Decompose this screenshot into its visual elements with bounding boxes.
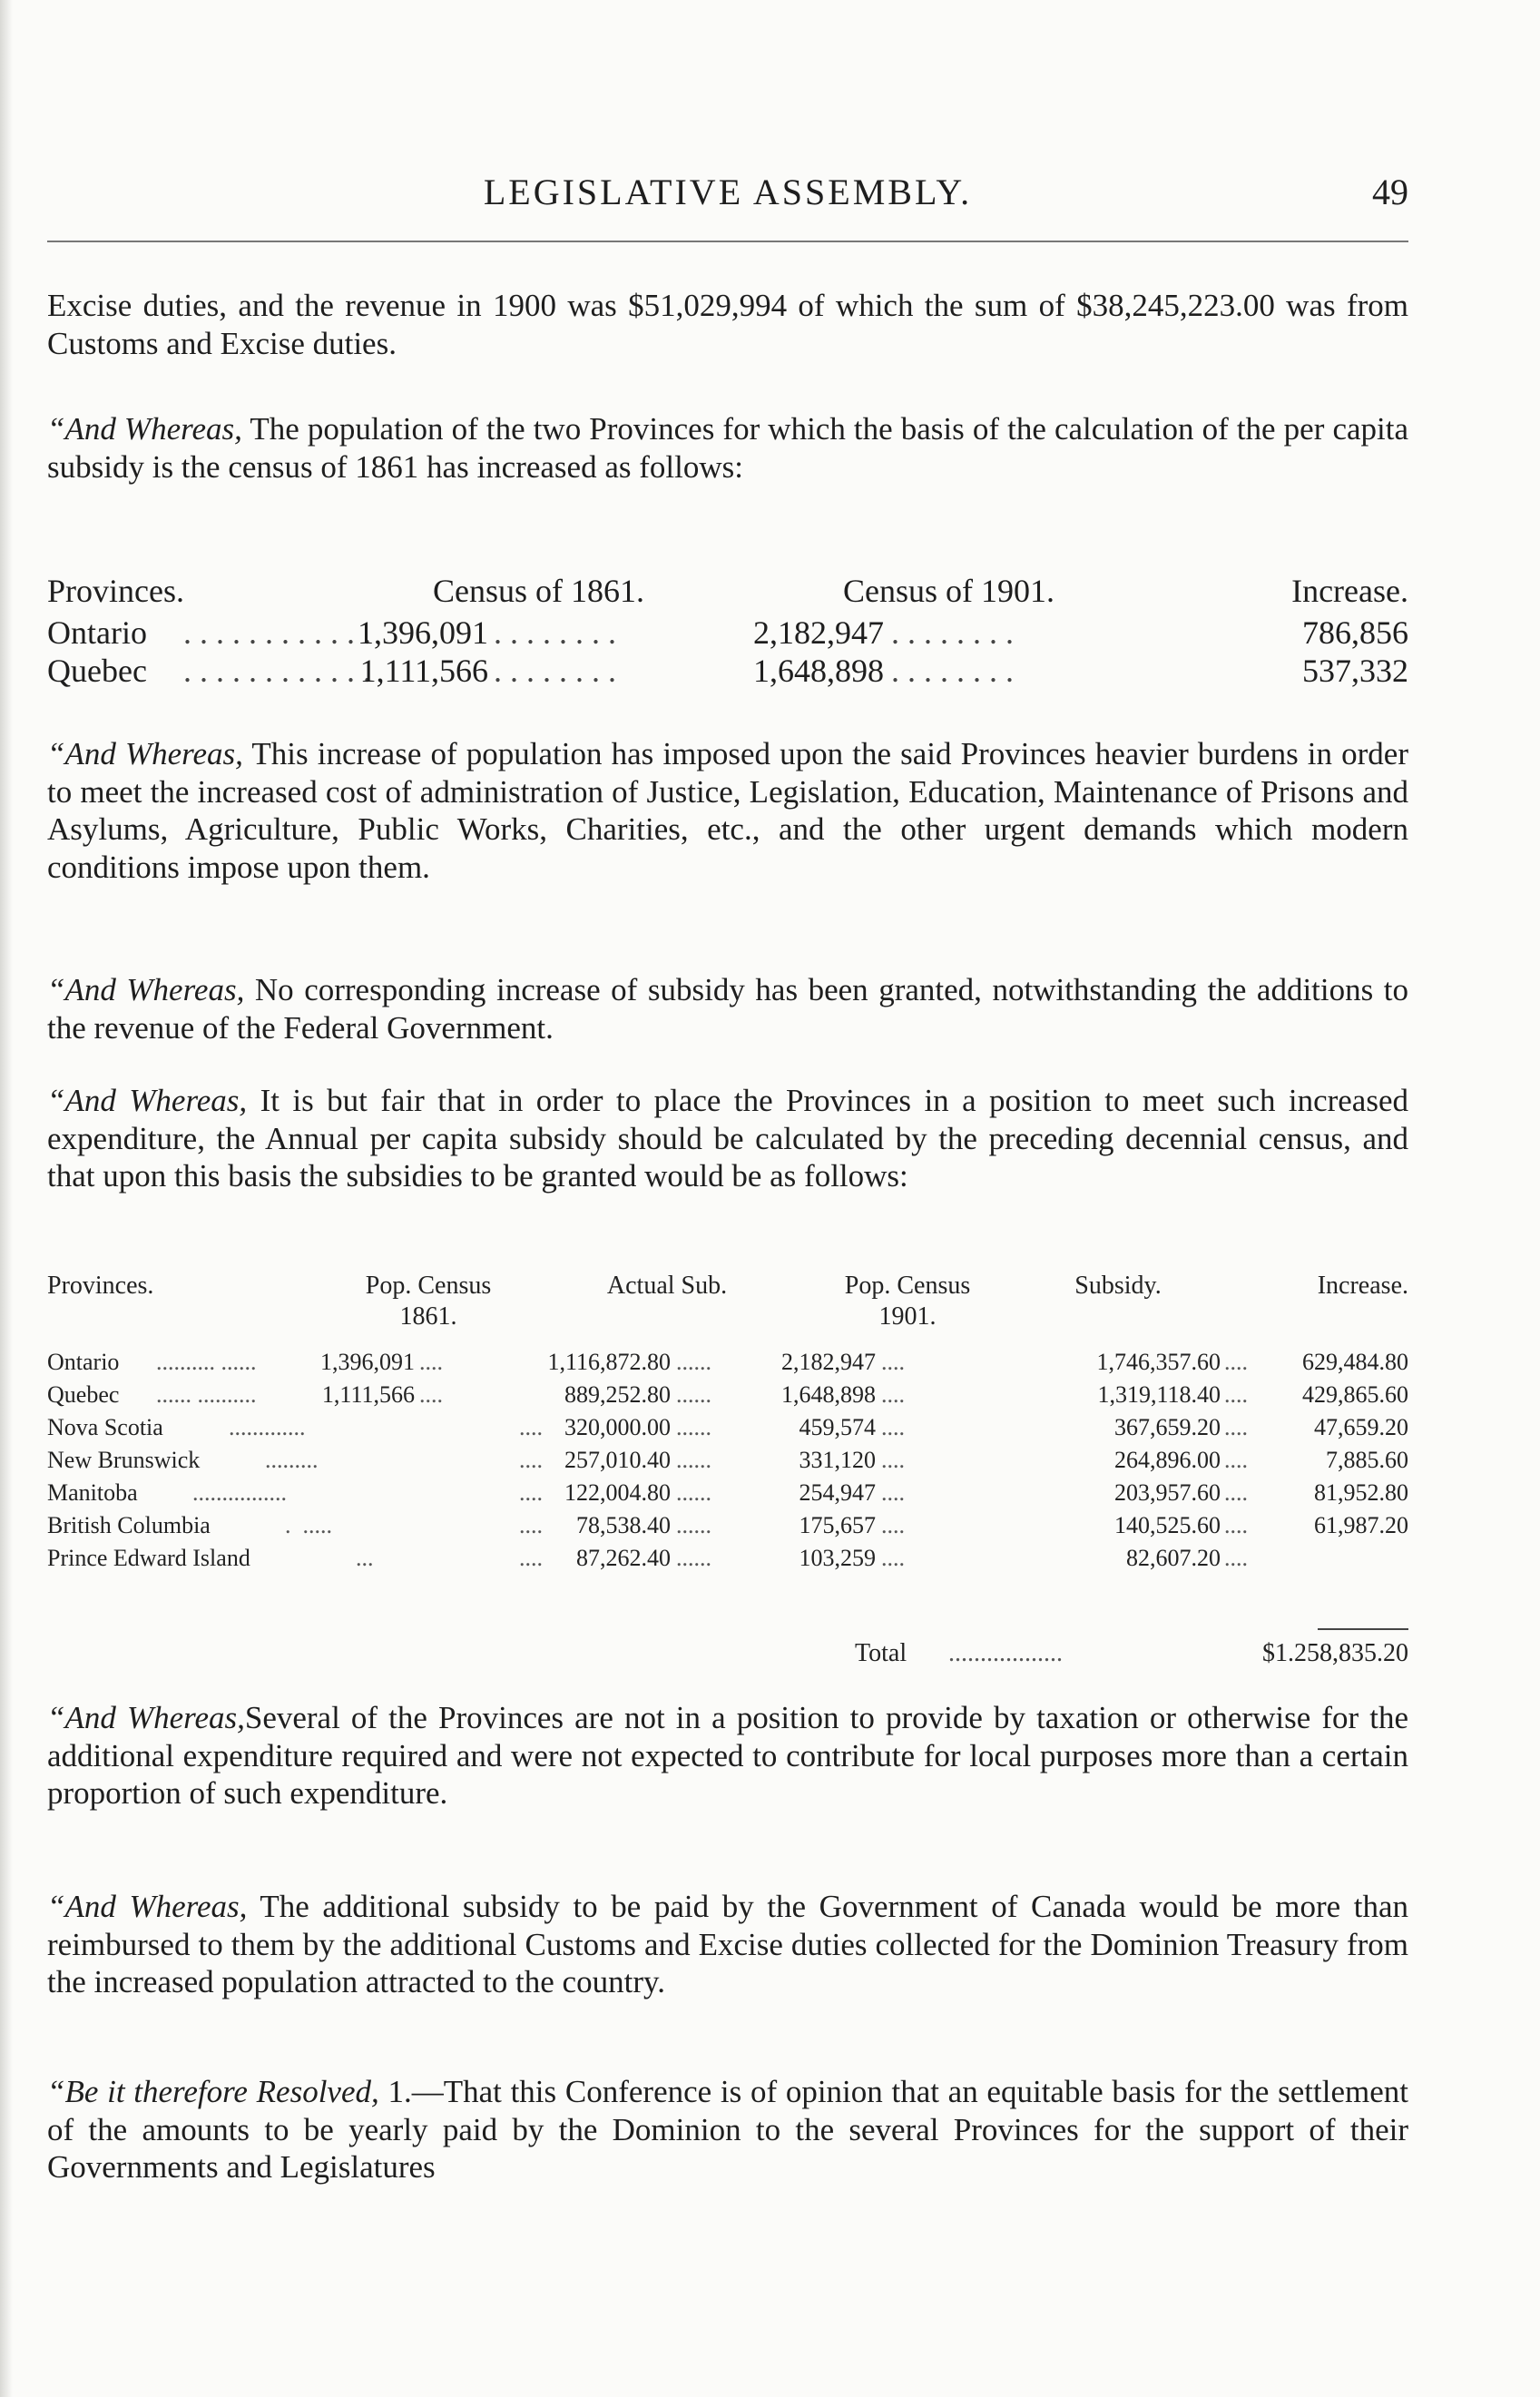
census-row xyxy=(47,652,1408,690)
subsidy-table-header xyxy=(47,1271,1408,1334)
col-increase: Increase. xyxy=(1291,573,1408,609)
paragraph-lead: “And Whereas, xyxy=(47,972,245,1007)
leader-dots: .... xyxy=(881,1414,905,1440)
cell-pop-1901: 2,182,947 xyxy=(781,1349,876,1375)
paragraph-text: Excise duties, and the revenue in 1900 was $51,029,994 of which the sum of $38,245,223.00 was from Customs and Excise duties. xyxy=(47,288,1408,361)
paragraph-population xyxy=(47,410,1408,486)
total-value: $1.258,835.20 xyxy=(1262,1639,1408,1667)
col-provinces: Provinces. xyxy=(47,573,184,609)
leader-dots: . . . . . . . . . . . . xyxy=(183,614,371,651)
leader-dots: .... xyxy=(881,1349,905,1375)
leader-dots: . . . . . . . . xyxy=(891,653,1014,689)
paragraph-several xyxy=(47,1699,1408,1812)
leader-dots: ................ xyxy=(192,1479,287,1506)
census-table-header xyxy=(47,572,1408,610)
cell-province: Quebec xyxy=(47,653,147,689)
cell-actual: 1,116,872.80 xyxy=(547,1349,671,1375)
leader-dots: ...... xyxy=(676,1414,711,1440)
cell-province: Ontario xyxy=(47,1349,120,1375)
cell-increase: 537,332 xyxy=(1302,653,1408,689)
leader-dots: .... xyxy=(881,1512,905,1538)
leader-dots: .... xyxy=(881,1545,905,1571)
subsidy-row xyxy=(47,1545,1408,1576)
cell-subsidy: 1,746,357.60 xyxy=(1096,1349,1221,1375)
leader-dots: .... xyxy=(1224,1479,1248,1506)
leader-dots: .... xyxy=(1224,1447,1248,1473)
leader-dots: ...... xyxy=(676,1447,711,1473)
leader-dots: .... xyxy=(1224,1349,1248,1375)
leader-dots: .................. xyxy=(948,1639,1063,1667)
cell-province: British Columbia xyxy=(47,1512,211,1538)
leader-dots: ... xyxy=(356,1545,374,1571)
page-number: 49 xyxy=(1372,172,1408,212)
leader-dots: ...... xyxy=(676,1545,711,1571)
col-census-1861: Census of 1861. xyxy=(433,573,644,609)
leader-dots: . . . . . . . . xyxy=(494,653,616,689)
page-header xyxy=(47,171,1408,211)
cell-subsidy: 203,957.60 xyxy=(1114,1479,1221,1506)
col-pop-1901: Pop. Census 1901. xyxy=(844,1272,971,1331)
cell-pop-1901: 254,947 xyxy=(799,1479,876,1506)
cell-province: Manitoba xyxy=(47,1479,138,1506)
total-label: Total xyxy=(855,1639,907,1667)
census-row xyxy=(47,614,1408,652)
leader-dots: ......... xyxy=(265,1447,319,1473)
total-rule xyxy=(1318,1628,1408,1630)
col-subsidy: Subsidy. xyxy=(1074,1272,1162,1300)
paragraph-lead: “And Whereas, xyxy=(47,736,243,771)
leader-dots: ...... xyxy=(676,1512,711,1538)
cell-increase: 7,885.60 xyxy=(1326,1447,1408,1473)
leader-dots: .... xyxy=(1224,1414,1248,1440)
leader-dots: .... xyxy=(1224,1381,1248,1408)
cell-pop-1901: 103,259 xyxy=(799,1545,876,1571)
subsidy-row xyxy=(47,1349,1408,1380)
leader-dots: .... xyxy=(519,1414,543,1440)
paragraph-lead: “And Whereas, xyxy=(47,411,242,447)
col-pop-1861: Pop. Census 1861. xyxy=(365,1272,492,1331)
leader-dots: ...... xyxy=(676,1381,711,1408)
cell-actual: 889,252.80 xyxy=(564,1381,671,1408)
cell-province: Nova Scotia xyxy=(47,1414,163,1440)
cell-subsidy: 367,659.20 xyxy=(1114,1414,1221,1440)
cell-1901: 1,648,898 xyxy=(753,653,884,689)
subsidy-row xyxy=(47,1447,1408,1478)
paragraph-lead: “And Whereas, xyxy=(47,1083,248,1118)
leader-dots: ...... .......... xyxy=(156,1381,257,1408)
leader-dots: . . . . . . . . . . . . xyxy=(183,653,371,689)
paragraph-additional xyxy=(47,1888,1408,2001)
cell-actual: 87,262.40 xyxy=(576,1545,671,1571)
cell-increase: 61,987.20 xyxy=(1314,1512,1408,1538)
col-provinces: Provinces. xyxy=(47,1272,154,1300)
cell-province: Prince Edward Island xyxy=(47,1545,250,1571)
col-census-1901: Census of 1901. xyxy=(843,573,1054,609)
leader-dots: .... xyxy=(1224,1545,1248,1571)
paragraph-lead: “And Whereas, xyxy=(47,1889,248,1924)
leader-dots: .... xyxy=(419,1381,443,1408)
leader-dots: .... xyxy=(519,1479,543,1506)
subsidy-row xyxy=(47,1414,1408,1445)
paragraph-resolved xyxy=(47,2073,1408,2186)
cell-subsidy: 140,525.60 xyxy=(1114,1512,1221,1538)
cell-1861: 1,111,566 xyxy=(359,653,488,689)
leader-dots: ............. xyxy=(229,1414,306,1440)
cell-subsidy: 1,319,118.40 xyxy=(1097,1381,1221,1408)
leader-dots: .... xyxy=(1224,1512,1248,1538)
cell-province: Ontario xyxy=(47,614,147,651)
cell-pop-1901: 175,657 xyxy=(799,1512,876,1538)
cell-pop-1901: 1,648,898 xyxy=(781,1381,876,1408)
cell-subsidy: 82,607.20 xyxy=(1126,1545,1221,1571)
paragraph-no-increase xyxy=(47,971,1408,1046)
cell-increase: 629,484.80 xyxy=(1302,1349,1408,1375)
leader-dots: .......... ...... xyxy=(156,1349,257,1375)
paragraph-text: The population of the two Provinces for which the basis of the calculation of the per capita subsidy is the census of 1861 has increased as follows: xyxy=(47,411,1408,485)
paragraph-fair xyxy=(47,1082,1408,1195)
leader-dots: .... xyxy=(519,1512,543,1538)
cell-pop-1901: 459,574 xyxy=(799,1414,876,1440)
paragraph-text: No corresponding increase of subsidy has been granted, notwithstanding the additions to the revenue of the Federal Government. xyxy=(47,972,1409,1046)
cell-increase: 81,952.80 xyxy=(1314,1479,1408,1506)
paragraph-lead: “Be it therefore Resolved, xyxy=(47,2074,379,2109)
col-actual-sub: Actual Sub. xyxy=(606,1272,728,1300)
cell-pop-1861: 1,111,566 xyxy=(321,1381,415,1408)
cell-actual: 122,004.80 xyxy=(564,1479,671,1506)
leader-dots: .... xyxy=(419,1349,443,1375)
cell-pop-1861: 1,396,091 xyxy=(320,1349,415,1375)
subsidy-row xyxy=(47,1512,1408,1543)
cell-actual: 257,010.40 xyxy=(564,1447,671,1473)
leader-dots: .... xyxy=(881,1479,905,1506)
cell-increase: 786,856 xyxy=(1302,614,1408,651)
leader-dots: . ..... xyxy=(285,1512,332,1538)
leader-dots: .... xyxy=(881,1381,905,1408)
header-rule xyxy=(47,241,1408,242)
leader-dots: . . . . . . . . xyxy=(494,614,616,651)
paragraph-text: This increase of population has imposed upon the said Provinces heavier burdens in order to meet the increased cost of administration of Justice, Legislation, Education, Maintenance of Prisons and Asylums, Agriculture, Public Works, Charities, etc., and the other urgent demands which modern conditions impose upon them. xyxy=(47,736,1408,885)
paragraph-text: 1.—That this Conference is of opinion that an equitable basis for the settlement of the amounts to be yearly paid by the Dominion to the several Provinces for the support of their Governments and Legislatures xyxy=(47,2074,1408,2185)
cell-province: Quebec xyxy=(47,1381,120,1408)
cell-pop-1901: 331,120 xyxy=(799,1447,876,1473)
cell-increase: 47,659.20 xyxy=(1314,1414,1408,1440)
leader-dots: .... xyxy=(881,1447,905,1473)
subsidy-row xyxy=(47,1479,1408,1510)
cell-increase: 429,865.60 xyxy=(1302,1381,1408,1408)
leader-dots: ...... xyxy=(676,1479,711,1506)
subsidy-row xyxy=(47,1381,1408,1412)
paragraph-text: It is but fair that in order to place the Provinces in a position to meet such increased expenditure, the Annual per capita subsidy should be calculated by the preceding decennial census, and that upon this basis the subsidies to be granted would be as follows: xyxy=(47,1083,1408,1194)
cell-actual: 320,000.00 xyxy=(564,1414,671,1440)
paragraph-lead: “And Whereas, xyxy=(47,1700,245,1735)
leader-dots: . . . . . . . . xyxy=(891,614,1014,651)
paragraph-text: The additional subsidy to be paid by the Government of Canada would be more than reimbursed to them by the additional Customs and Excise duties collected for the Dominion Treasury from the increased population attracted to the country. xyxy=(47,1889,1409,1999)
cell-province: New Brunswick xyxy=(47,1447,201,1473)
leader-dots: ...... xyxy=(676,1349,711,1375)
cell-actual: 78,538.40 xyxy=(576,1512,671,1538)
paragraph-text: Several of the Provinces are not in a position to provide by taxation or otherwise for the additional expenditure required and were not expected to contribute for local purposes more than a certain proportion of such expenditure. xyxy=(47,1700,1408,1811)
subsidy-total-row xyxy=(47,1639,1408,1670)
cell-1861: 1,396,091 xyxy=(358,614,488,651)
leader-dots: .... xyxy=(519,1447,543,1473)
cell-subsidy: 264,896.00 xyxy=(1114,1447,1221,1473)
leader-dots: .... xyxy=(519,1545,543,1571)
cell-1901: 2,182,947 xyxy=(753,614,884,651)
col-increase: Increase. xyxy=(1317,1272,1408,1300)
page-title: LEGISLATIVE ASSEMBLY. xyxy=(483,172,973,212)
paragraph-burdens xyxy=(47,735,1408,886)
paragraph-excise xyxy=(47,287,1408,362)
